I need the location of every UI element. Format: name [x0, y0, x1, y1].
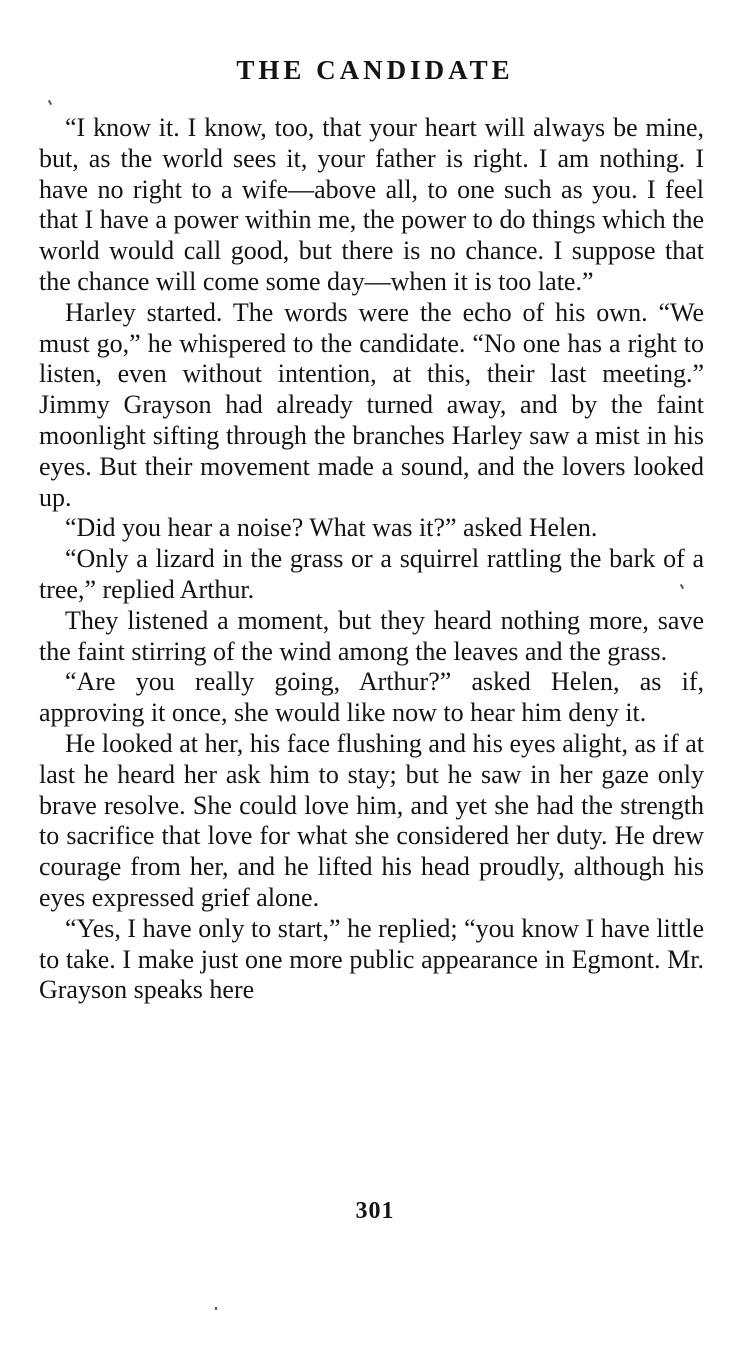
paragraph: They listened a moment, but they heard nothing more, save the faint stirring of the wind among the leaves and the grass. — [39, 605, 704, 666]
paragraph: “Only a lizard in the grass or a squirrel rattling the bark of a tree,” replied Arthur. — [39, 544, 704, 604]
page-number: 301 — [355, 1198, 395, 1224]
running-head-title: THE CANDIDATE — [236, 55, 514, 85]
paragraph: He looked at her, his face flushing and his eyes alight, as if at last he heard her ask him to stay; but he saw in her gaze only brave resolve. She could love him, and yet she had the strength to sacrifice that love for what she considered her duty. He drew courage from her, and he lifted his head proudly, although his eyes expressed grief alone. — [39, 728, 704, 912]
paragraph: “Did you hear a noise? What was it?” asked Helen. — [65, 513, 598, 543]
paragraph: “Yes, I have only to start,” he replied; “you know I have little to take. I make just one more public appearance in Egmont. Mr. Grayson speaks here — [39, 913, 704, 1005]
scan-speck — [48, 100, 52, 105]
paragraph: Harley started. The words were the echo of his own. “We must go,” he whispered to the candidate. “No one has a right to listen, even without intention, at this, their last meeting.” Jimmy Grayson had already turned away, and by the faint moonlight sifting through the branches Harley saw a mist in his eyes. But their movement made a sound, and the lovers looked up. — [39, 297, 704, 512]
paragraph: “I know it. I know, too, that your heart will always be mine, but, as the world sees it, your father is right. I am nothing. I have no right to a wife—above all, to one such as you. I feel that I have a power within me, the power to do things which the world would call good, but there is no chance. I suppose that the chance will come some day—when it is too late.” — [39, 113, 704, 296]
paragraph: “Are you really going, Arthur?” asked Helen, as if, approving it once, she would like now to hear him deny it. — [39, 667, 704, 728]
scan-speck — [215, 1307, 217, 1310]
body-text — [39, 113, 704, 1006]
